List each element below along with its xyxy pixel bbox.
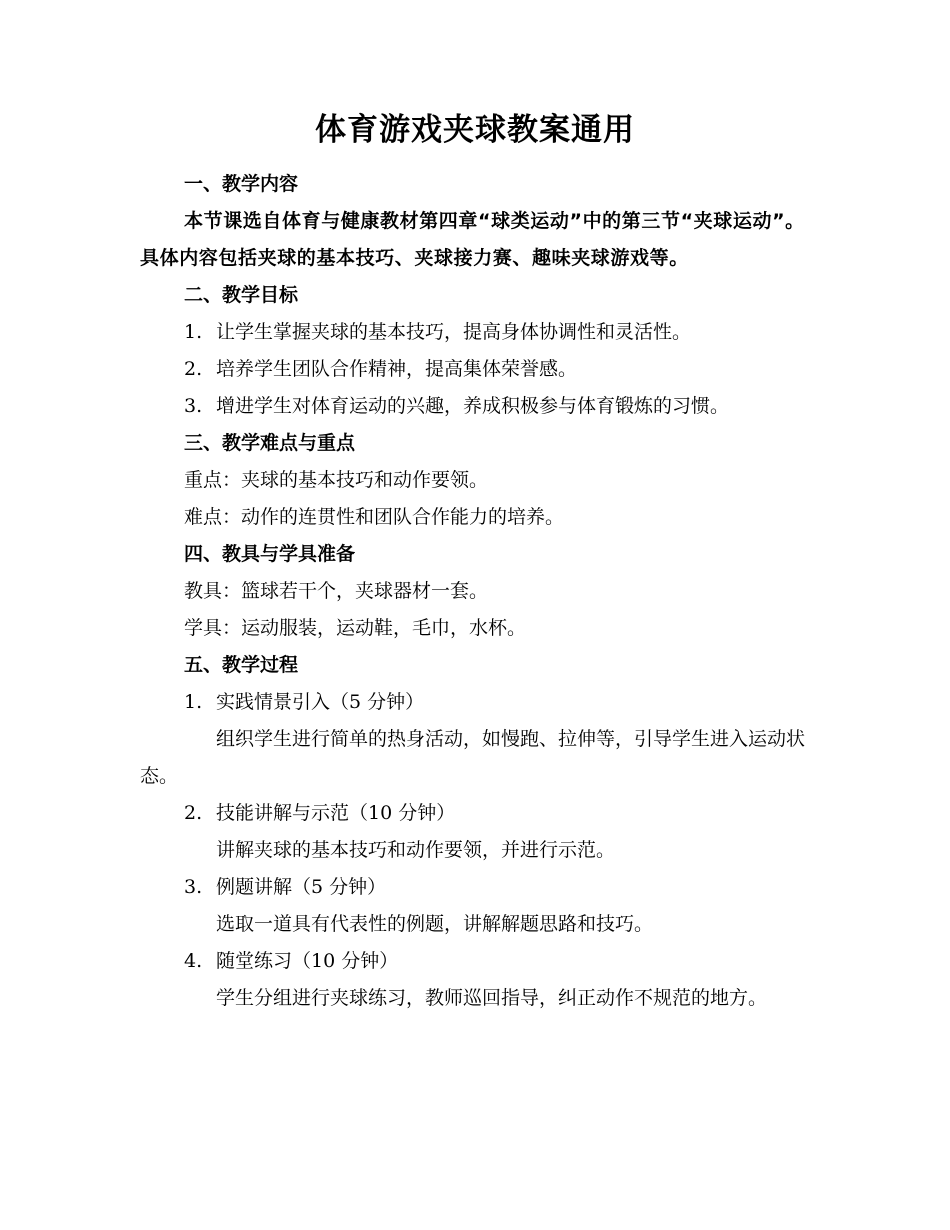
step-number: 2. bbox=[184, 802, 203, 824]
step-number: 3. bbox=[184, 876, 203, 898]
process-step-description: 组织学生进行简单的热身活动，如慢跑、拉伸等，引导学生进入运动状态。 bbox=[140, 728, 806, 787]
section-heading-teaching-goals: 二、教学目标 bbox=[184, 284, 299, 306]
process-step-description: 选取一道具有代表性的例题，讲解解题思路和技巧。 bbox=[216, 913, 654, 935]
goal-item bbox=[140, 388, 810, 425]
difficulty-line: 难点：动作的连贯性和团队合作能力的培养。 bbox=[184, 506, 565, 528]
goal-item bbox=[140, 351, 810, 388]
student-tools-line: 学具：运动服装，运动鞋，毛巾，水杯。 bbox=[184, 617, 527, 639]
step-number: 4. bbox=[184, 950, 203, 972]
process-step-description: 讲解夹球的基本技巧和动作要领，并进行示范。 bbox=[216, 839, 616, 861]
step-number: 1. bbox=[184, 691, 203, 713]
process-step-title bbox=[140, 869, 810, 906]
goal-number: 3. bbox=[184, 395, 203, 417]
step-title: 技能讲解与示范（10 分钟） bbox=[216, 802, 456, 824]
section-heading-teaching-content: 一、教学内容 bbox=[184, 173, 299, 195]
process-step-title bbox=[140, 684, 810, 721]
goal-item bbox=[140, 314, 810, 351]
document-body bbox=[140, 166, 810, 1017]
section-heading-key-points: 三、教学难点与重点 bbox=[184, 432, 356, 454]
section-heading-teaching-process: 五、教学过程 bbox=[184, 654, 299, 676]
step-title: 实践情景引入（5 分钟） bbox=[216, 691, 425, 713]
goal-text: 培养学生团队合作精神，提高集体荣誉感。 bbox=[216, 358, 578, 380]
goal-number: 1. bbox=[184, 321, 203, 343]
goal-text: 让学生掌握夹球的基本技巧，提高身体协调性和灵活性。 bbox=[216, 321, 692, 343]
step-title: 随堂练习（10 分钟） bbox=[216, 950, 399, 972]
teaching-tools-line: 教具：篮球若干个，夹球器材一套。 bbox=[184, 580, 489, 602]
teaching-content-paragraph: 本节课选自体育与健康教材第四章“球类运动”中的第三节“夹球运动”。具体内容包括夹球的基本技巧、夹球接力赛、趣味夹球游戏等。 bbox=[140, 210, 805, 269]
process-step-title bbox=[140, 943, 810, 980]
section-heading-materials: 四、教具与学具准备 bbox=[184, 543, 356, 565]
goal-number: 2. bbox=[184, 358, 203, 380]
key-point-line: 重点：夹球的基本技巧和动作要领。 bbox=[184, 469, 489, 491]
process-step-description: 学生分组进行夹球练习，教师巡回指导，纠正动作不规范的地方。 bbox=[216, 987, 768, 1009]
step-title: 例题讲解（5 分钟） bbox=[216, 876, 387, 898]
document-title: 体育游戏夹球教案通用 bbox=[315, 112, 635, 148]
process-step-title bbox=[140, 795, 810, 832]
goal-text: 增进学生对体育运动的兴趣，养成积极参与体育锻炼的习惯。 bbox=[216, 395, 730, 417]
